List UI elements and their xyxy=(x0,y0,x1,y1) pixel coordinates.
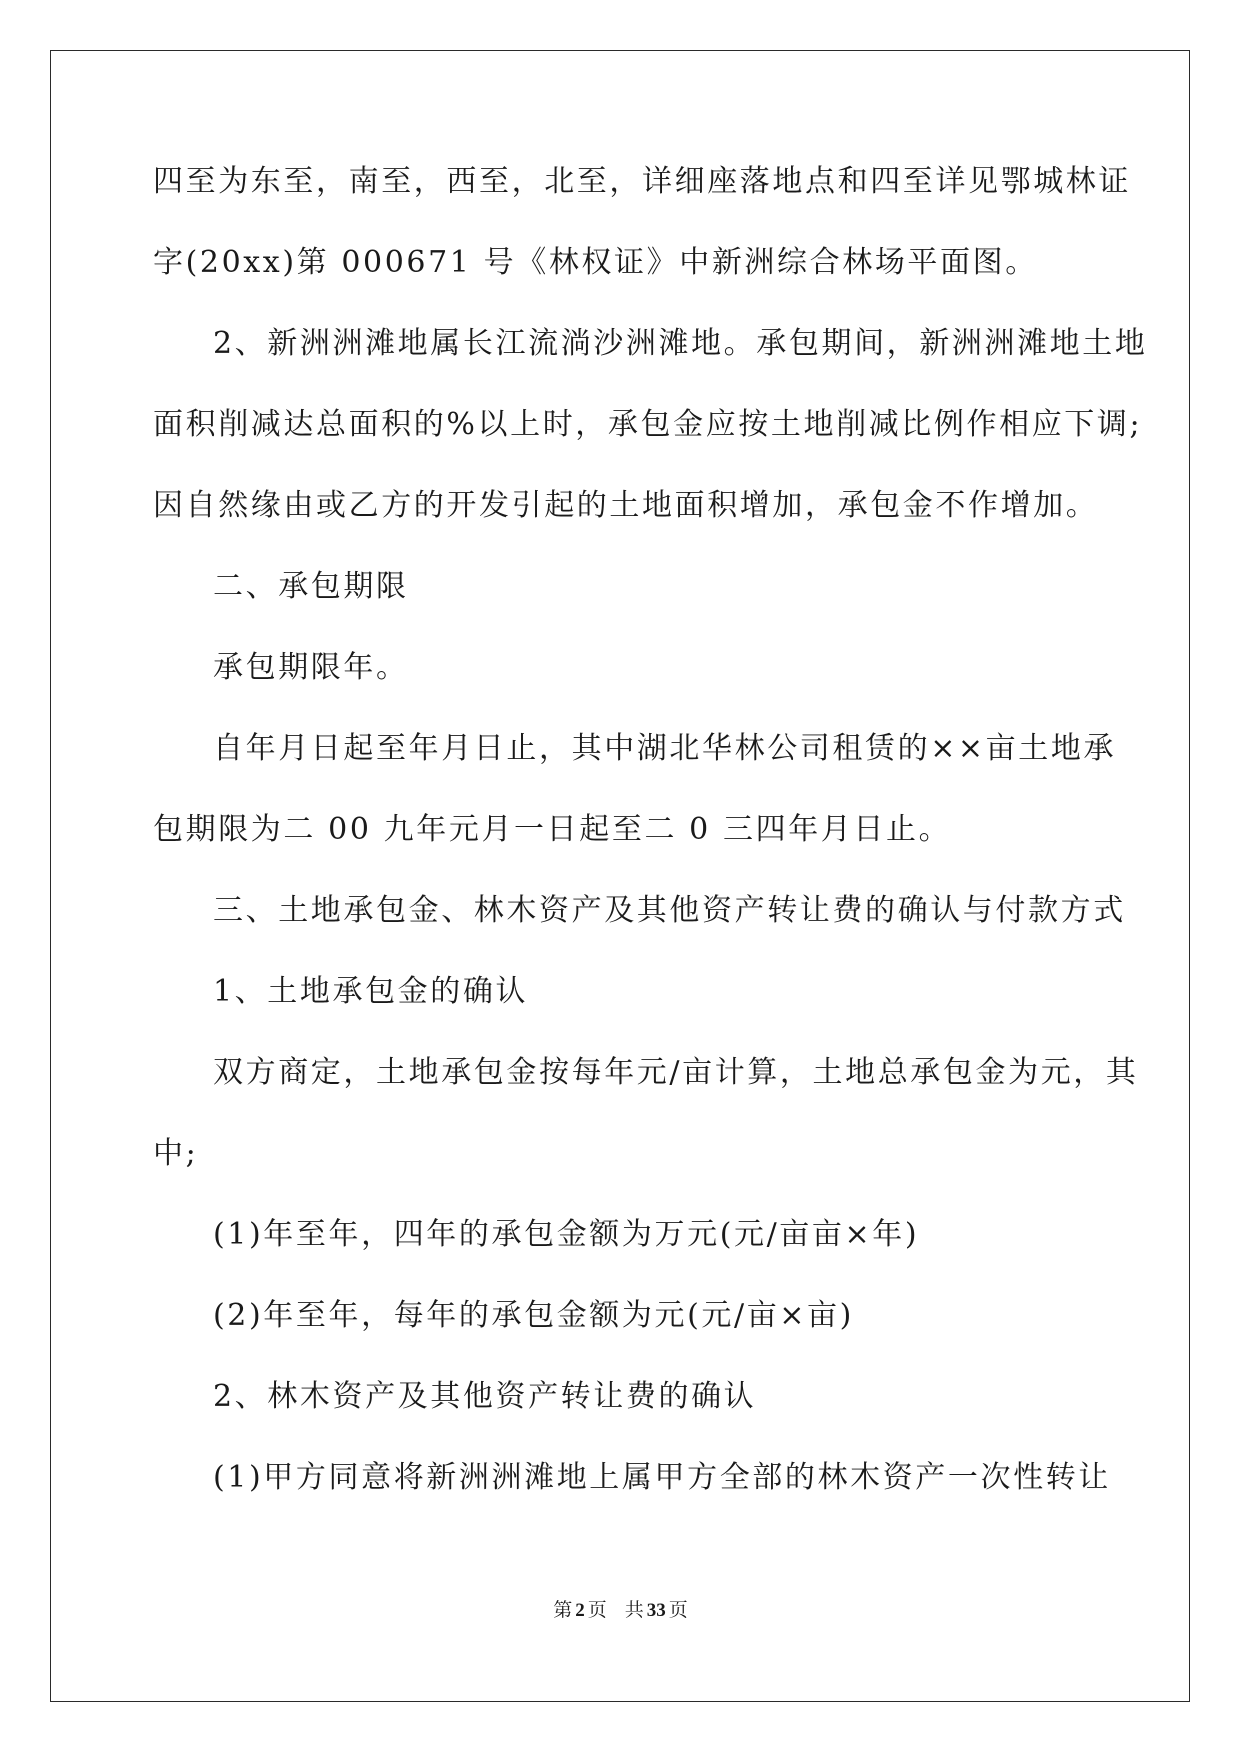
text-line-4: 面积削减达总面积的%以上时，承包金应按土地削减比例作相应下调; xyxy=(153,407,1143,442)
page-footer xyxy=(0,1595,1241,1622)
text-line-7: 承包期限年。 xyxy=(213,650,409,685)
document-body xyxy=(153,160,1148,1537)
section-heading-3: 三、土地承包金、林木资产及其他资产转让费的确认与付款方式 xyxy=(213,893,1126,928)
total-page-count: 33 xyxy=(646,1600,666,1621)
text-line-8: 自年月日起至年月日止，其中湖北华林公司租赁的××亩土地承 xyxy=(213,731,1117,766)
footer-total-prefix: 共 xyxy=(624,1600,644,1621)
subsection-heading-1: 1、土地承包金的确认 xyxy=(213,974,529,1009)
text-line-1: 四至为东至，南至，西至，北至，详细座落地点和四至详见鄂城林证 xyxy=(153,164,1131,199)
footer-prefix: 第 xyxy=(553,1600,573,1621)
subsection-heading-2: 2、林木资产及其他资产转让费的确认 xyxy=(213,1379,757,1414)
text-line-3: 2、新洲洲滩地属长江流淌沙洲滩地。承包期间，新洲洲滩地土地 xyxy=(213,326,1148,361)
text-line-9: 包期限为二 00 九年元月一日起至二 0 三四年月日止。 xyxy=(153,812,952,847)
text-line-13: 中; xyxy=(153,1136,199,1171)
text-line-5: 因自然缘由或乙方的开发引起的土地面积增加，承包金不作增加。 xyxy=(153,488,1099,523)
text-line-14: (1)年至年，四年的承包金额为万元(元/亩亩×年) xyxy=(213,1217,920,1252)
section-heading-2: 二、承包期限 xyxy=(213,569,409,604)
current-page-number: 2 xyxy=(575,1600,585,1621)
text-line-17: (1)甲方同意将新洲洲滩地上属甲方全部的林木资产一次性转让 xyxy=(213,1460,1111,1495)
footer-page-suffix: 页 xyxy=(587,1600,607,1621)
text-line-15: (2)年至年，每年的承包金额为元(元/亩×亩) xyxy=(213,1298,854,1333)
footer-total-suffix: 页 xyxy=(668,1600,688,1621)
text-line-2: 字(20xx)第 000671 号《林权证》中新洲综合林场平面图。 xyxy=(153,245,1038,280)
text-line-12: 双方商定，土地承包金按每年元/亩计算，土地总承包金为元，其 xyxy=(213,1055,1139,1090)
